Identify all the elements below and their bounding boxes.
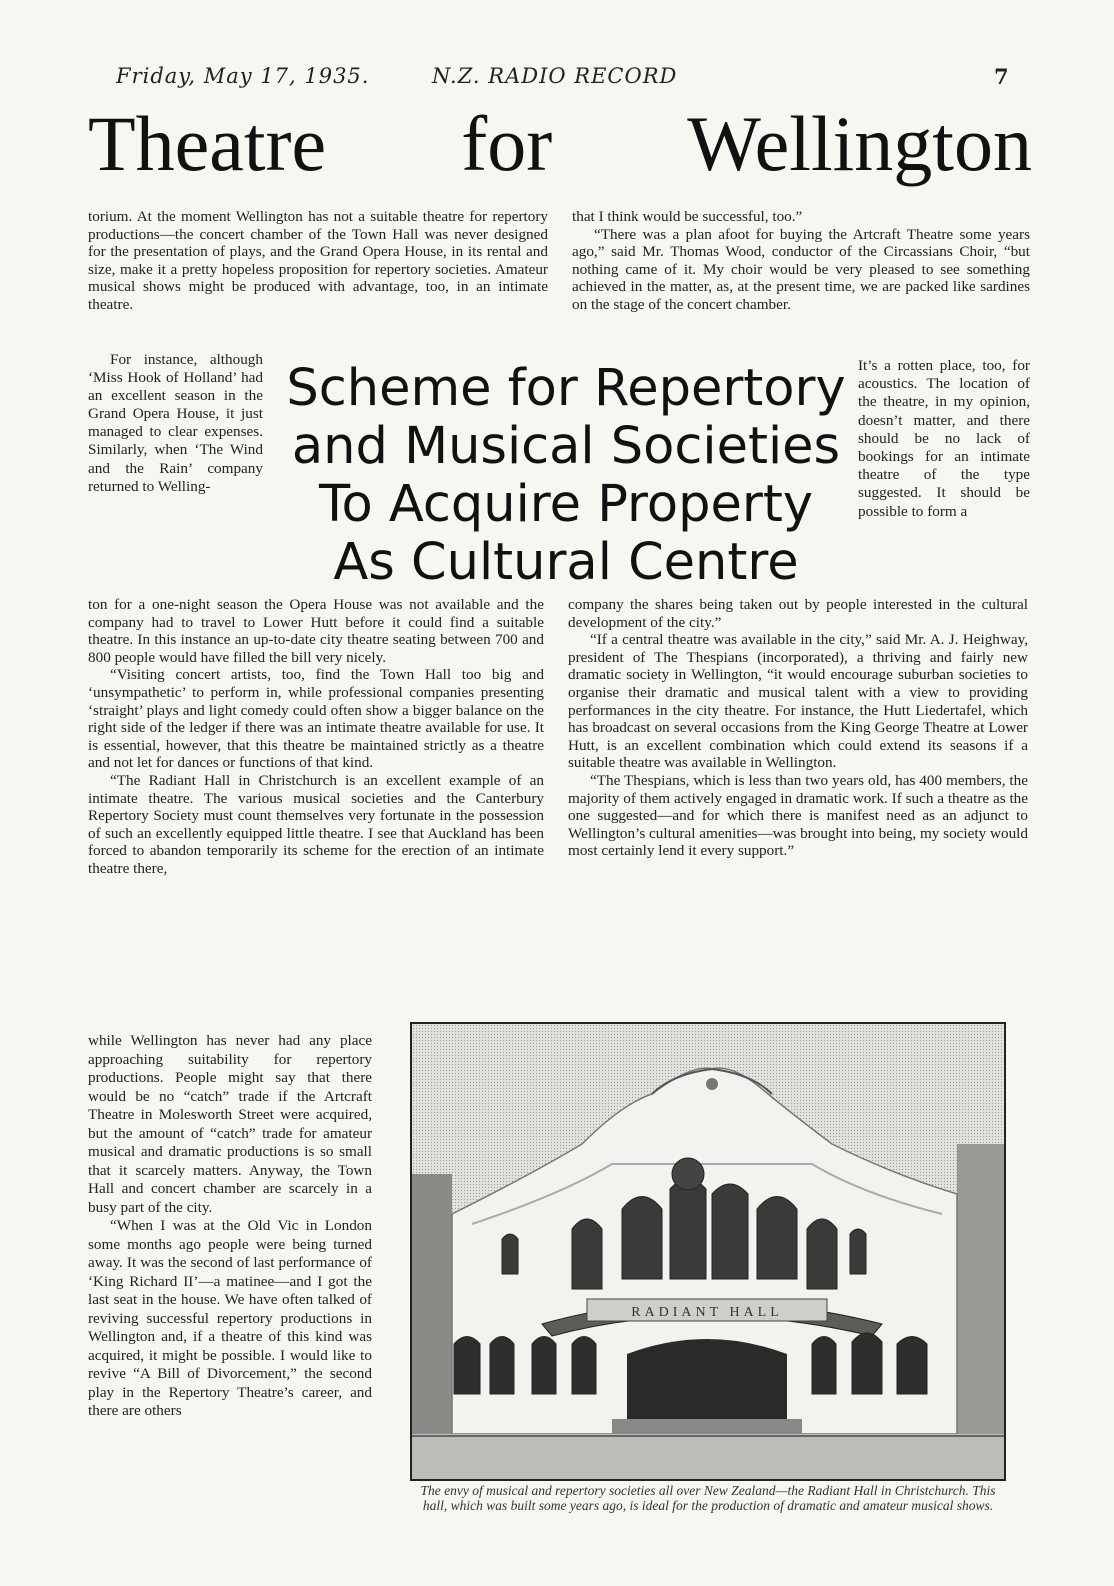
canopy-sign: RADIANT HALL [631,1305,783,1320]
paragraph: “The Thespians, which is less than two years old, has 400 members, the majority of them actively engaged in dramatic work. If such a theatre as the one suggested—and for which there is manifest need as an adjunct to Wellington’s cultural amenities—was brought into being, my society would most certainly lend it every support.” [568,771,1028,860]
article-column-2-middle [568,596,1028,860]
deck-line: As Cultural Centre [333,533,799,592]
headline-word: Wellington [687,100,1032,187]
paragraph: while Wellington has never had any place approaching suitability for repertory productions. People might say that there would be no “catch” trade if the Artcraft Theatre in Molesworth Street were acquired, but the amount of “catch” trade for amateur musical and dramatic productions is so small that it scarcely matters. Anyway, the Town Hall and concert chamber are scarcely in a busy part of the city. [88,1032,372,1216]
article-column-1-top [88,208,548,314]
subheading-deck [280,360,852,592]
building-illustration [412,1024,1004,1479]
paragraph: company the shares being taken out by people interested in the cultural development of the city.” [568,596,1028,631]
article-column-1-middle [88,596,544,878]
headline-word: Theatre [88,100,327,187]
paragraph: For instance, although ‘Miss Hook of Holland’ had an excellent season in the Grand Opera House, it just managed to clear expenses. Similarly, when ‘The Wind and the Rain’ company returned to Welling- [88,351,263,495]
article-column-1-bottom [88,1032,372,1421]
paragraph: “There was a plan afoot for buying the Artcraft Theatre some years ago,” said Mr. Thomas Wood, conductor of the Circassians Choir, “but nothing came of it. My choir would be very pleased to see something achieved in the matter, as, at the present time, we are packed like sardines on the stage of the concert chamber. [572,225,1030,313]
radiant-hall-photo [410,1022,1006,1481]
deck-line: To Acquire Property [318,475,814,534]
deck-line: and Musical Societies [291,417,841,476]
issue-date: Friday, May 17, 1935. [116,64,370,88]
article-column-2-narrow [858,357,1030,521]
paragraph: “If a central theatre was available in the city,” said Mr. A. J. Heighway, president of The Thespians (incorporated), a thriving and fairly new dramatic society in Wellington, “it would encourage suburban societies to organise their dramatic and musical talent with a view to providing performances in the city theatre. For instance, the Hutt Liedertafel, which has broadcast on several occasions from the King George Theatre at Lower Hutt, is an excellent combination which could extend its seasons if a suitable theatre was available in Wellington. [568,631,1028,772]
paragraph: It’s a rotten place, too, for acoustics. The location of the theatre, in my opinion, doesn’t matter, and there should be no lack of bookings for an intimate theatre of the type suggested. It should be possible to form a [858,357,1030,520]
paragraph: torium. At the moment Wellington has not a suitable theatre for repertory productions—the concert chamber of the Town Hall was never designed for the presentation of plays, and the Grand Opera House, in its rental and size, make it a pretty hopeless proposition for repertory societies. Amateur musical shows might be produced with advantage, too, in an intimate theatre. [88,208,548,313]
headline [88,98,1032,190]
headline-word: for [461,100,553,187]
article-column-1-narrow [88,351,263,496]
deck-line: Scheme for Repertory [286,359,846,418]
paragraph: that I think would be successful, too.” [572,208,803,225]
paragraph: ton for a one-night season the Opera House was not available and the company had to travel to Lower Hutt before it could find a suitable theatre. In this instance an up-to-date city theatre seating between 700 and 800 people would have filled the bill very nicely. [88,596,544,666]
paragraph: “When I was at the Old Vic in London some months ago people were being turned away. It was the second of last performance of ‘King Richard II’—a matinee—and I got the last seat in the house. We have often talked of reviving successful repertory productions in Wellington and, if a theatre of this kind was acquired, it might be possible. I would like to revive “A Bill of Divorcement,” the second play in the Repertory Theatre’s career, and there are others [88,1217,372,1419]
paragraph: “Visiting concert artists, too, find the Town Hall too big and ‘unsympathetic’ to perform in, while professional companies presenting ‘straight’ plays and light comedy could often show a bigger balance on the right side of the ledger if there was an intimate theatre available for use. It is essential, however, that this theatre be maintained strictly as a theatre and not let for dances or functions of that kind. [88,666,544,772]
article-column-2-top [572,208,1030,314]
publication-name: N.Z. RADIO RECORD [432,64,678,88]
page-number: 7 [994,64,1010,89]
paragraph: “The Radiant Hall in Christchurch is an excellent example of an intimate theatre. The various musical societies and the Canterbury Repertory Society must count themselves very fortunate in the possession of such an excellently equipped little theatre. I see that Auckland has been forced to abandon temporarily its scheme for the erection of an intimate theatre there, [88,771,544,877]
photo-caption: The envy of musical and repertory societies all over New Zealand—the Radiant Hall in Christchurch. This hall, which was built some years ago, is ideal for the production of dramatic and amateur musical shows. [420,1483,996,1513]
